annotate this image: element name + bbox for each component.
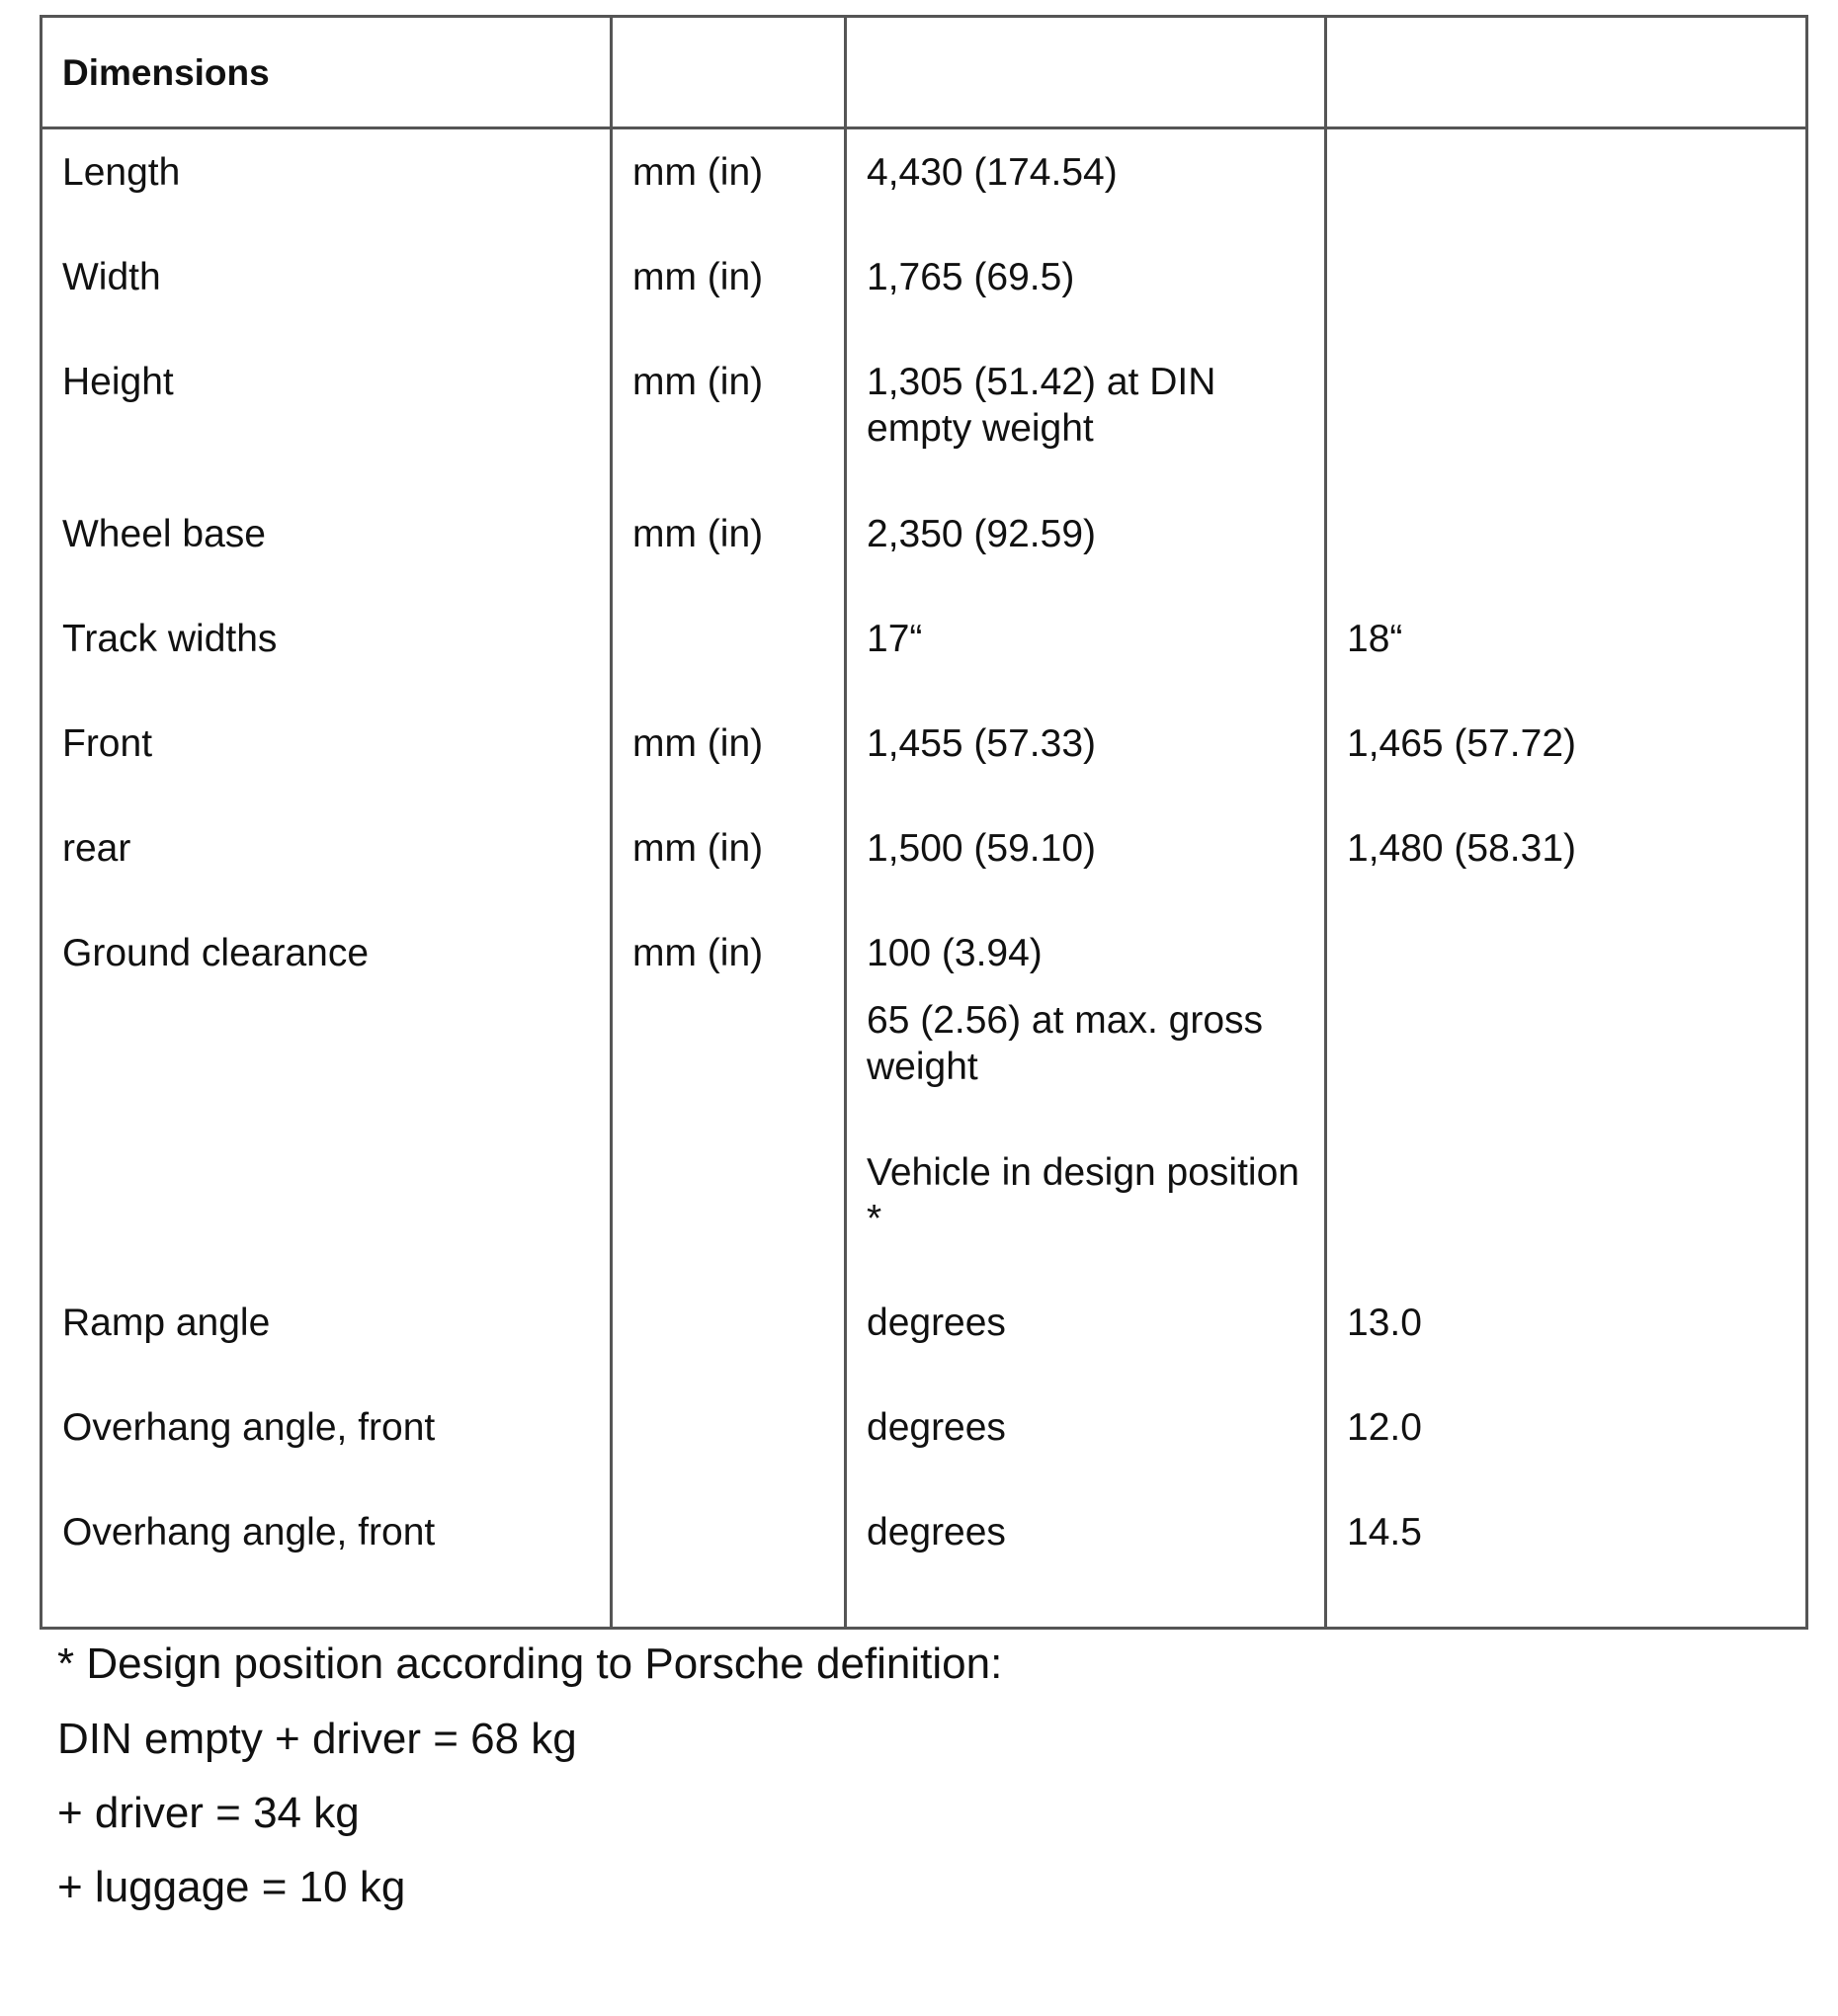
row-unit: mm (in) xyxy=(632,722,764,765)
label-column xyxy=(42,128,612,1629)
header-cell-empty xyxy=(1326,17,1807,128)
row-unit: mm (in) xyxy=(632,256,764,298)
footnote-line: + luggage = 10 kg xyxy=(57,1863,406,1911)
row-label: Height xyxy=(62,361,174,403)
row-value: 17“ xyxy=(867,618,923,660)
footnote-line: DIN empty + driver = 68 kg xyxy=(57,1715,577,1763)
table-body-row xyxy=(42,128,1807,1629)
row-label: Length xyxy=(62,151,181,194)
row-unit: mm (in) xyxy=(632,827,764,870)
row-unit: mm (in) xyxy=(632,151,764,194)
row-label: Front xyxy=(62,722,153,765)
table-header-row xyxy=(42,17,1807,128)
row-value: degrees xyxy=(867,1511,1006,1554)
row-value-note: Vehicle in design position * xyxy=(867,1151,1299,1240)
row-unit: mm (in) xyxy=(632,932,764,974)
row-value2: 18“ xyxy=(1347,618,1403,660)
row-value2: 14.5 xyxy=(1347,1511,1422,1554)
row-value-secondary: 65 (2.56) at max. gross weight xyxy=(867,999,1264,1088)
row-label: Overhang angle, front xyxy=(62,1406,436,1449)
row-unit: mm (in) xyxy=(632,513,764,555)
row-value: 1,455 (57.33) xyxy=(867,722,1097,765)
row-value: 1,305 (51.42) at DIN empty weight xyxy=(867,361,1216,450)
value-column xyxy=(846,128,1326,1629)
row-value2: 13.0 xyxy=(1347,1302,1422,1344)
row-label: Ramp angle xyxy=(62,1302,271,1344)
table-title: Dimensions xyxy=(62,51,270,93)
row-label: Wheel base xyxy=(62,513,266,555)
row-value2: 1,480 (58.31) xyxy=(1347,827,1577,870)
header-cell-empty xyxy=(846,17,1326,128)
value2-column xyxy=(1326,128,1807,1629)
row-value: degrees xyxy=(867,1406,1006,1449)
row-value: 1,765 (69.5) xyxy=(867,256,1075,298)
row-value: 4,430 (174.54) xyxy=(867,151,1118,194)
row-value: 1,500 (59.10) xyxy=(867,827,1097,870)
row-label: Track widths xyxy=(62,618,278,660)
row-value: 100 (3.94) xyxy=(867,932,1043,974)
row-label: Overhang angle, front xyxy=(62,1511,436,1554)
row-value: degrees xyxy=(867,1302,1006,1344)
header-cell-title xyxy=(42,17,612,128)
header-cell-empty xyxy=(612,17,846,128)
row-value: 2,350 (92.59) xyxy=(867,513,1097,555)
row-value2: 1,465 (57.72) xyxy=(1347,722,1577,765)
footnote-line: * Design position according to Porsche definition: xyxy=(57,1639,1003,1688)
row-label: rear xyxy=(62,827,131,870)
footnote-line: + driver = 34 kg xyxy=(57,1789,360,1837)
unit-column xyxy=(612,128,846,1629)
row-label: Ground clearance xyxy=(62,932,370,974)
dimensions-table xyxy=(40,15,1808,1630)
row-value2: 12.0 xyxy=(1347,1406,1422,1449)
row-label: Width xyxy=(62,256,161,298)
row-unit: mm (in) xyxy=(632,361,764,403)
